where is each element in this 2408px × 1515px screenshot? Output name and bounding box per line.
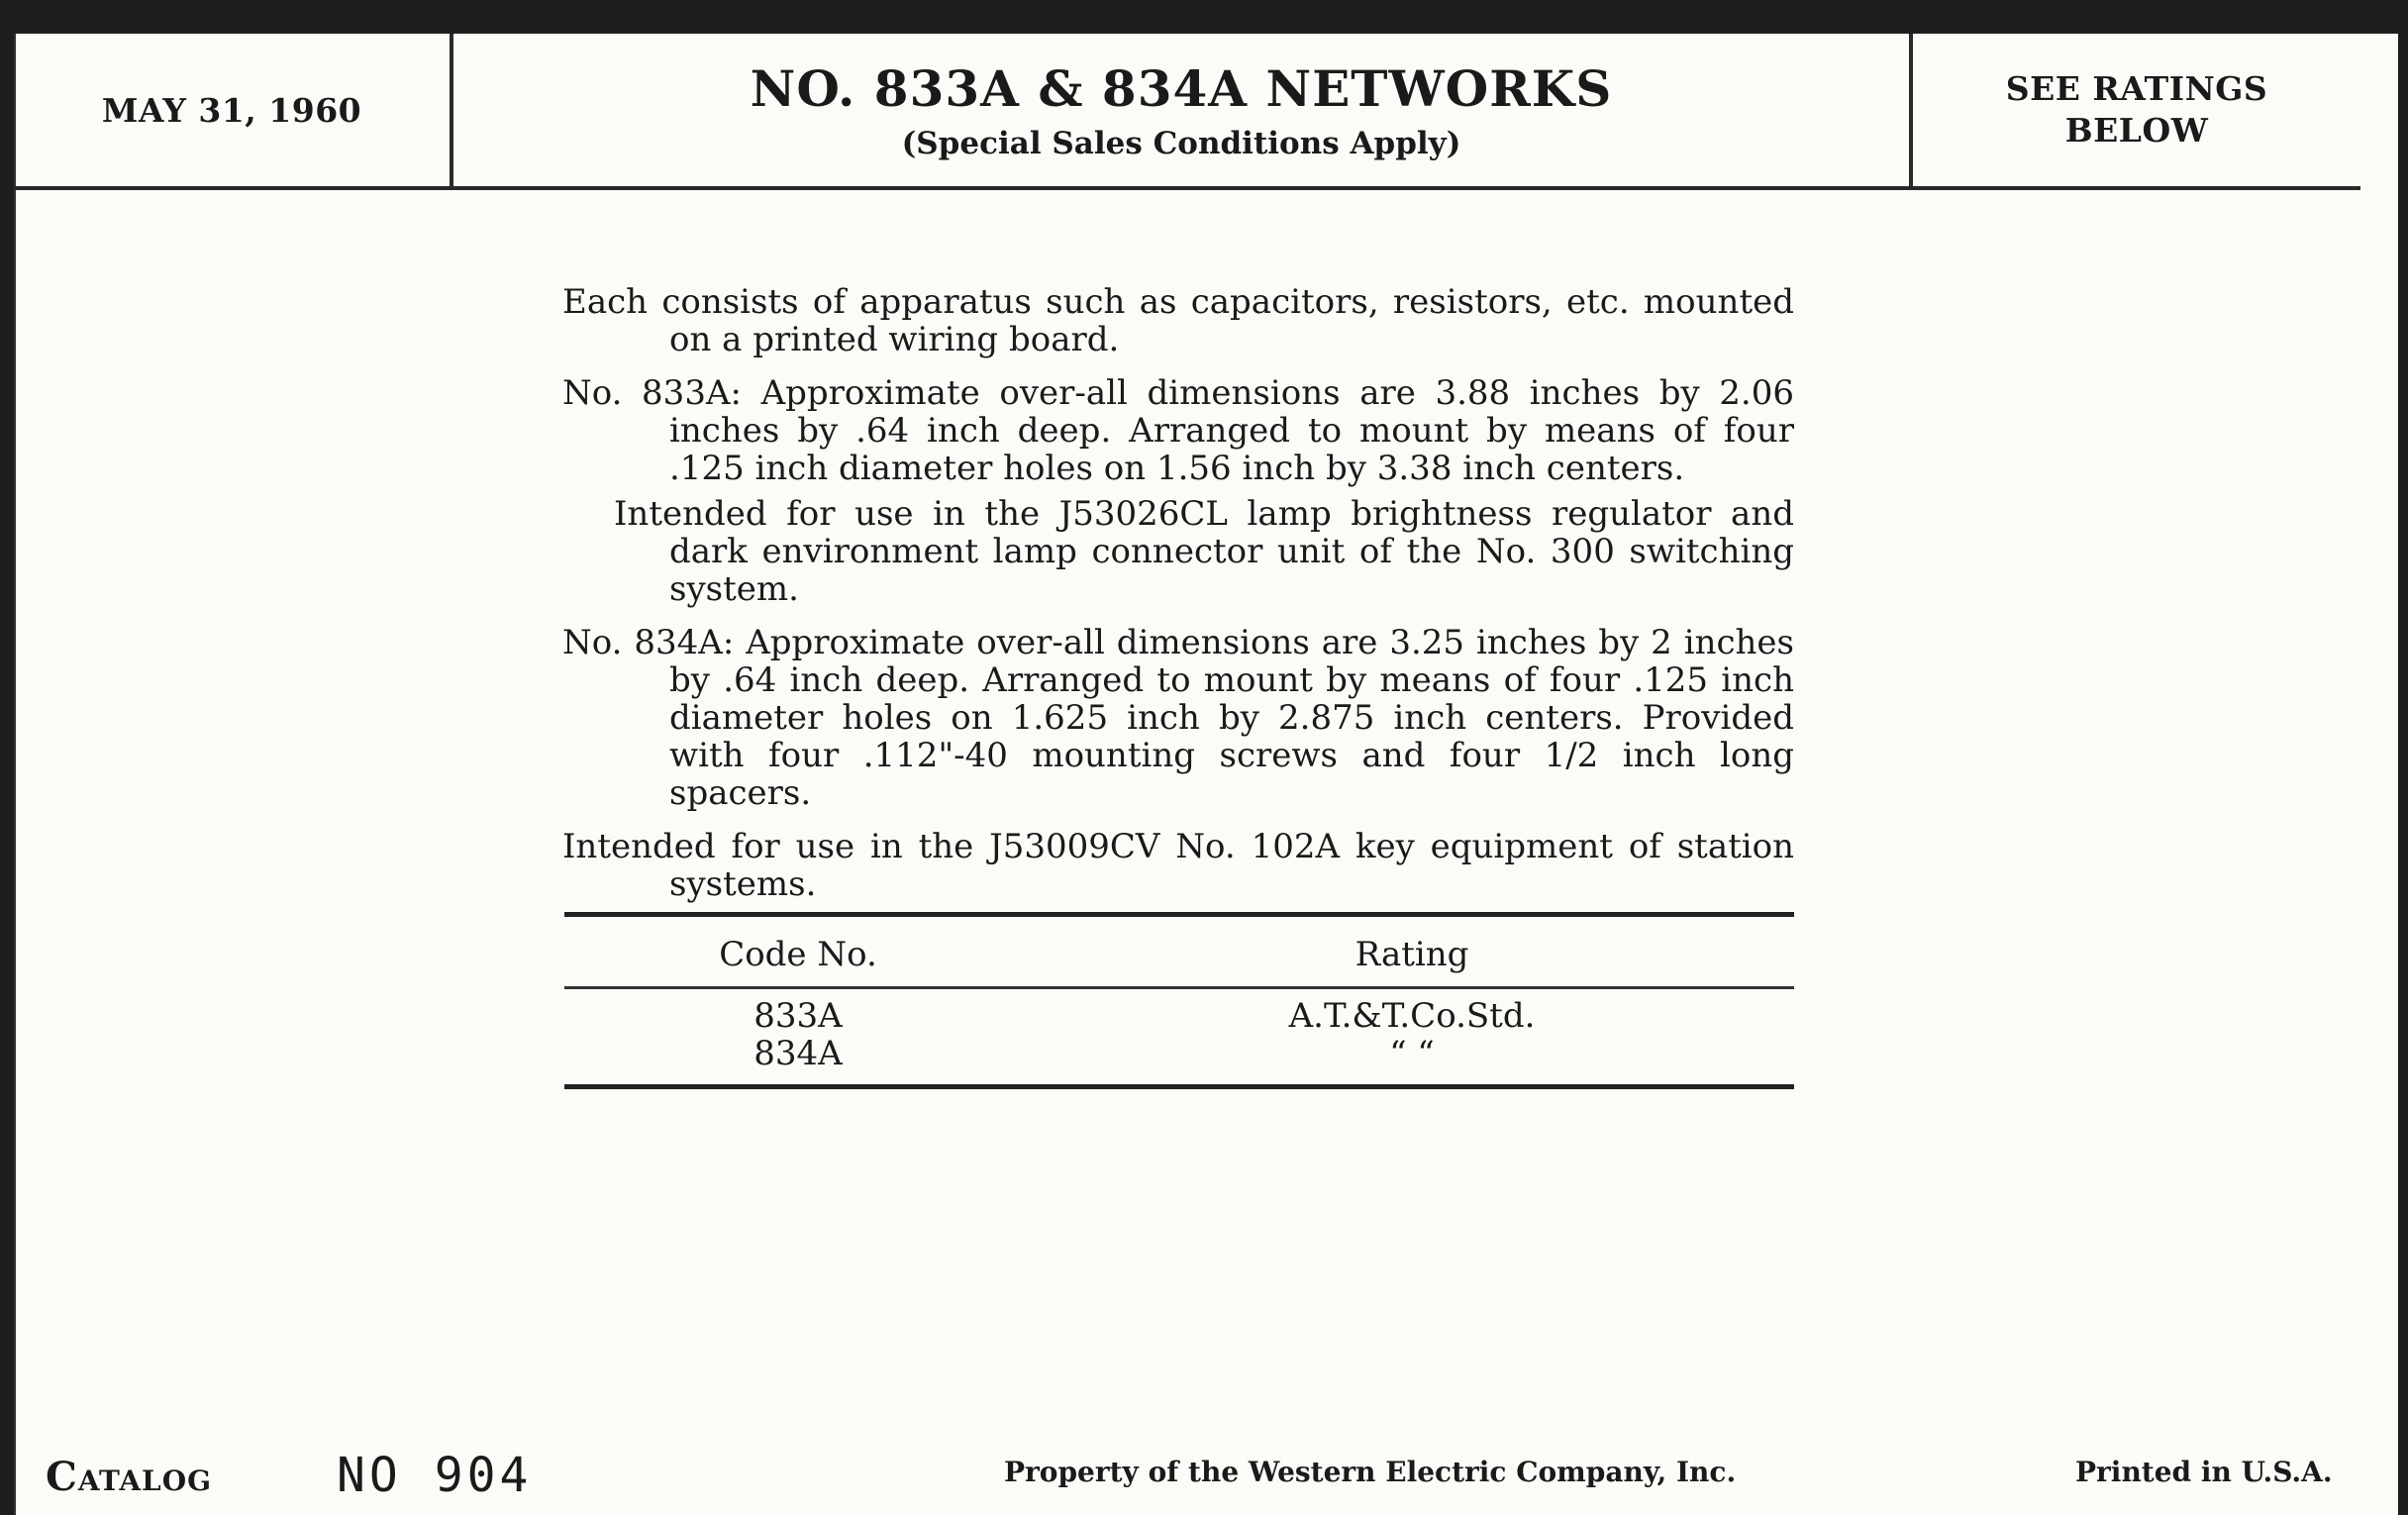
834a-usage-paragraph: Intended for use in the J53009CV No. 102A key equipment of station systems. <box>562 827 1794 904</box>
catalog-page <box>14 34 2398 1515</box>
page-subtitle: (Special Sales Conditions Apply) <box>901 125 1461 161</box>
page-title: NO. 833A & 834A NETWORKS <box>750 58 1613 118</box>
ratings-note-line2: BELOW <box>2064 111 2209 150</box>
834a-dimensions-paragraph: No. 834A: Approximate over-all dimensions are 3.25 inches by 2 inches by .64 inch deep. Arranged to mount by means of four .125 inch diameter holes on 1.625 inch by 2.875 inch centers. Provided with four .112"-40 mounting screws and four 1/2 inch long spacers. <box>562 623 1794 813</box>
table-header <box>564 917 1794 986</box>
catalog-number-stamp: NO 904 <box>337 1448 533 1503</box>
ratings-table <box>564 912 1794 1089</box>
property-notice: Property of the Western Electric Company, Inc. <box>1004 1456 1737 1488</box>
issue-date <box>14 34 453 186</box>
table-cell-rating: “ “ <box>1389 1034 1435 1073</box>
table-body <box>564 989 1794 1084</box>
ratings-note <box>1913 34 2360 186</box>
column-header-code: Code No. <box>719 935 877 974</box>
table-cell-code: 833A <box>753 996 843 1036</box>
table-cell-code: 834A <box>753 1034 843 1073</box>
833a-dimensions-paragraph: No. 833A: Approximate over-all dimensions are 3.88 inches by 2.06 inches by .64 inch deep. Arranged to mount by means of four .125 inch diameter holes on 1.56 inch by 3.38 inch centers. <box>562 373 1794 488</box>
description-body <box>562 283 1794 919</box>
page-header <box>14 34 2360 190</box>
catalog-label: Catalog <box>46 1454 213 1500</box>
title-block <box>453 34 1913 186</box>
table-cell-rating: A.T.&T.Co.Std. <box>1288 996 1536 1036</box>
833a-usage-paragraph: Intended for use in the J53026CL lamp brightness regulator and dark environment lamp connector unit of the No. 300 switching system. <box>614 494 1794 609</box>
printed-notice: Printed in U.S.A. <box>2075 1456 2333 1488</box>
issue-date-text: MAY 31, 1960 <box>101 90 362 130</box>
table-bottom-rule <box>564 1084 1794 1089</box>
column-header-rating: Rating <box>1354 935 1469 974</box>
intro-paragraph: Each consists of apparatus such as capacitors, resistors, etc. mounted on a printed wiring board. <box>562 282 1794 359</box>
ratings-note-line1: SEE RATINGS <box>2005 69 2268 108</box>
